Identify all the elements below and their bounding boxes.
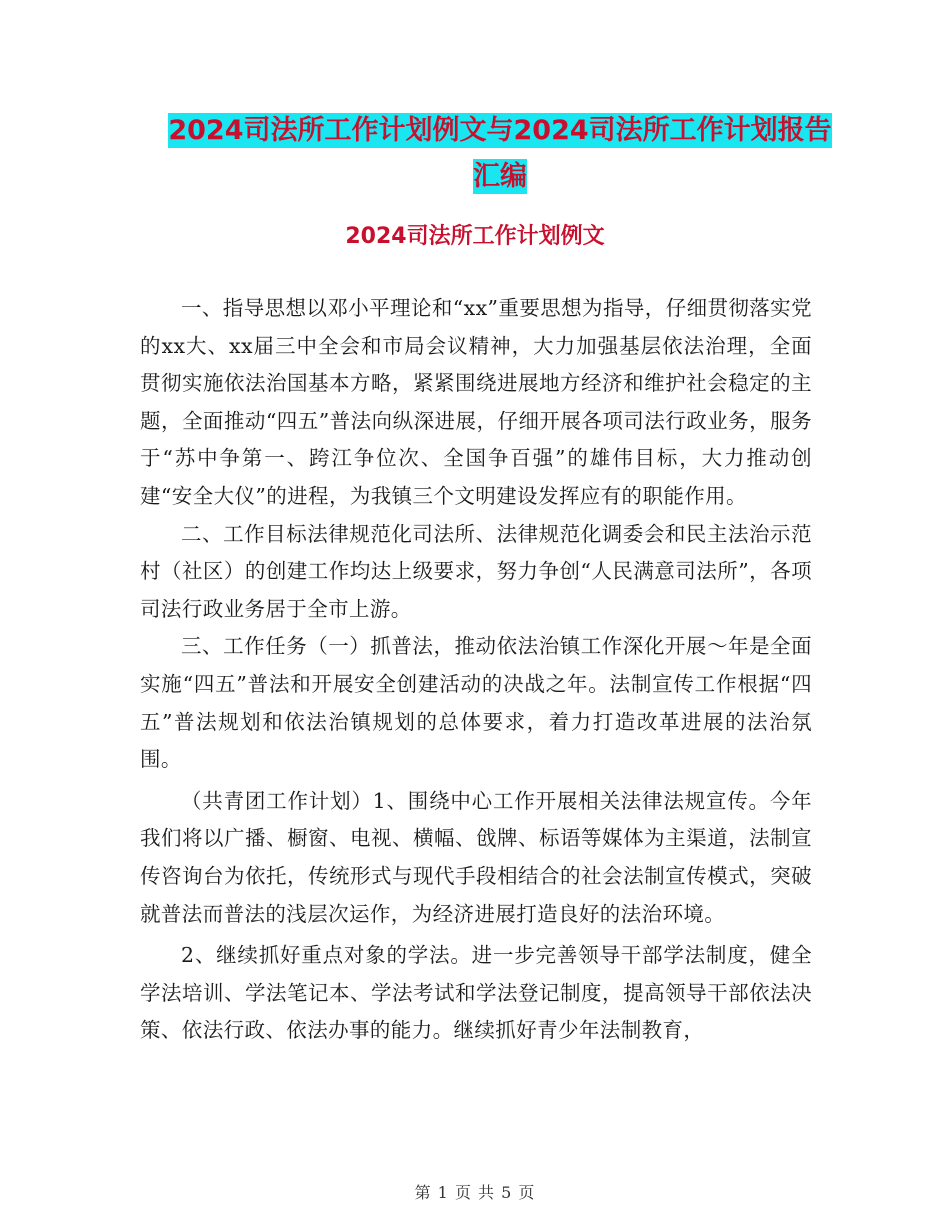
paragraph-2: 二、工作目标法律规范化司法所、法律规范化调委会和民主法治示范村（社区）的创建工作均达上级要求，努力争创“人民满意司法所”，各项司法行政业务居于全市上游。 — [140, 521, 812, 621]
paragraph-3: 三、工作任务（一）抓普法，推动依法治镇工作深化开展～年是全面实施“四五”普法和开展安全创建活动的决战之年。法制宣传工作根据“四五”普法规划和依法治镇规划的总体要求，着力打造改革进展的法治氛围。 — [140, 634, 812, 772]
document-title — [140, 108, 860, 200]
paragraph-1: 一、指导思想以邓小平理论和“xx”重要思想为指导，仔细贯彻落实党的xx大、xx届三中全会和市局会议精神，大力加强基层依法治理，全面贯彻实施依法治国基本方略，紧紧围绕进展地方经济和维护社会稳定的主题，全面推动“四五”普法向纵深进展，仔细开展各项司法行政业务，服务于“苏中争第一、跨江争位次、全国争百强”的雄伟目标，大力推动创建“安全大仪”的进程，为我镇三个文明建设发挥应有的职能作用。 — [140, 296, 812, 508]
document-title-line-1: 2024司法所工作计划例文与2024司法所工作计划报告 — [168, 115, 832, 146]
document-title-line-2: 汇编 — [473, 161, 527, 192]
document-body — [140, 290, 812, 1050]
section-title: 2024司法所工作计划例文 — [345, 224, 605, 249]
paragraph-5: 2、继续抓好重点对象的学法。进一步完善领导干部学法制度，健全学法培训、学法笔记本、学法考试和学法登记制度，提高领导干部依法决策、依法行政、依法办事的能力。继续抓好青少年法制教育， — [140, 943, 812, 1043]
page-footer: 第 1 页 共 5 页 — [414, 1183, 536, 1202]
paragraph-4: （共青团工作计划）1、围绕中心工作开展相关法律法规宣传。今年我们将以广播、橱窗、电视、横幅、戗牌、标语等媒体为主渠道，法制宣传咨询台为依托，传统形式与现代手段相结合的社会法制宣传模式，突破就普法而普法的浅层次运作，为经济进展打造良好的法治环境。 — [140, 788, 812, 926]
